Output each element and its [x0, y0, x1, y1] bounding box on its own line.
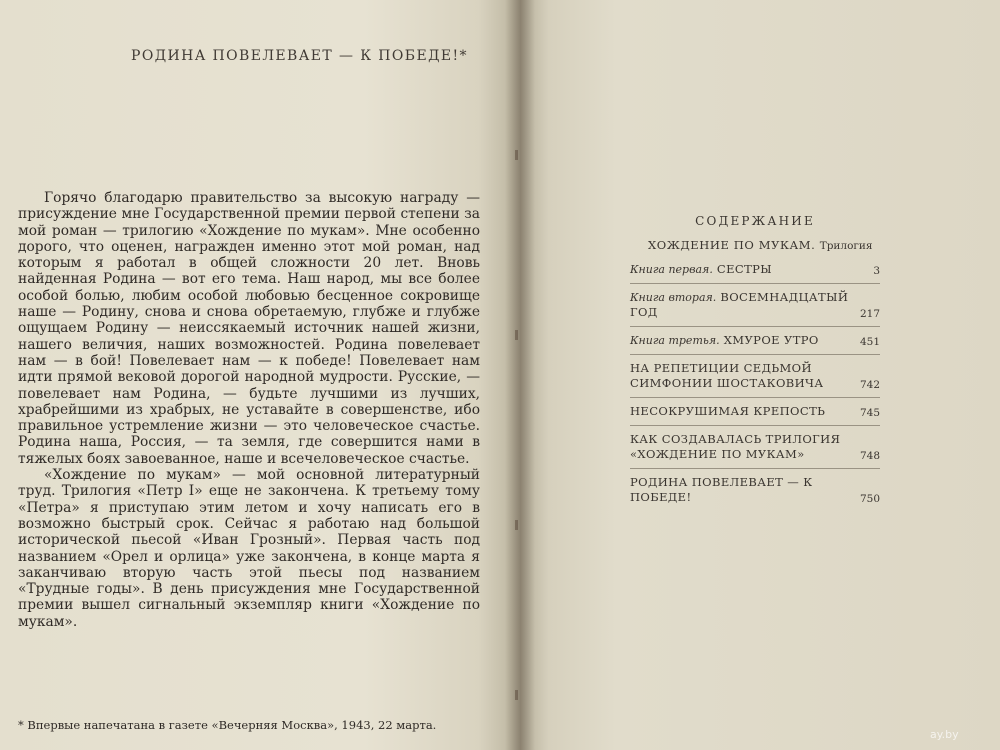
toc-entry-page: 217: [859, 308, 880, 320]
binding-stitch: [515, 520, 518, 530]
toc-entry[interactable]: [630, 290, 880, 327]
binding-stitch: [515, 150, 518, 160]
toc-entry-book: Книга третья.: [630, 334, 720, 347]
toc-entry[interactable]: [630, 333, 880, 355]
toc-entry-title: ВОСЕМНАДЦАТЫЙ ГОД: [630, 290, 849, 319]
toc-entry-page: 451: [859, 336, 880, 348]
toc-entry-title: СЕСТРЫ: [716, 262, 773, 276]
speech-paragraph-2: «Хождение по мукам» — мой основной литературный труд. Трилогия «Петр I» еще не закончена. К третьему тому «Петра» я приступаю этим летом и хочу написать его в возможно быстрый срок. Сейчас я работаю над большой исторической пьесой «Иван Грозный». Первая часть под названием «Орел и орлица» уже закончена, в конце марта я заканчиваю вторую часть этой пьесы под названием «Трудные годы». В день присуждения мне Государственной премии вышел сигнальный экземпляр книги «Хождение по мукам».: [18, 467, 480, 630]
book-gutter: [505, 0, 535, 750]
toc-entry-book: Книга вторая.: [630, 291, 717, 304]
footnote: * Впервые напечатана в газете «Вечерняя Москва», 1943, 22 марта.: [18, 718, 437, 732]
toc-entry-page: 748: [859, 450, 880, 462]
toc-entry[interactable]: [630, 475, 880, 511]
toc-entry-title: НЕСОКРУШИМАЯ КРЕПОСТЬ: [630, 404, 826, 418]
watermark: ay.by: [930, 728, 959, 741]
toc-entry-page: 750: [859, 493, 880, 505]
toc-subtitle-main: ХОЖДЕНИЕ ПО МУКАМ.: [648, 238, 816, 252]
toc-entry-page: 742: [859, 379, 880, 391]
toc-entry-title: КАК СОЗДАВАЛАСЬ ТРИЛОГИЯ «ХОЖДЕНИЕ ПО МУКАМ»: [630, 432, 841, 461]
binding-stitch: [515, 690, 518, 700]
toc-entry[interactable]: [630, 262, 880, 284]
toc-heading: СОДЕРЖАНИЕ: [695, 214, 815, 228]
table-of-contents: [630, 262, 880, 517]
toc-entry-book: Книга первая.: [630, 263, 713, 276]
speech-body: [18, 190, 480, 630]
toc-entry-page: 745: [859, 407, 880, 419]
binding-stitch: [515, 330, 518, 340]
speech-title: РОДИНА ПОВЕЛЕВАЕТ — К ПОБЕДЕ!*: [131, 48, 468, 64]
toc-entry-title: РОДИНА ПОВЕЛЕВАЕТ — К ПОБЕДЕ!: [630, 475, 813, 504]
speech-paragraph-1: Горячо благодарю правительство за высокую награду — присуждение мне Государственной премии первой степени за мой роман — трилогию «Хождение по мукам». Мне особенно дорого, что оценен, награжден именно этот мой роман, над которым я работал в общей сложности 20 лет. Вновь найденная Родина — вот его тема. Наш народ, мы все более особой болью, любим особой любовью бесценное сокровище наше — Родину, снова и снова обретаемую, глубже и глубже ощущаем Родину — неиссякаемый источник нашей жизни, нашего величия, наших возможностей. Родина повелевает нам — в бой! Повелевает нам — к победе! Повелевает нам идти прямой вековой дорогой народной мудрости. Русские, — повелевает нам Родина, — будьте лучшими из лучших, храбрейшими из храбрых, не уставайте в совершенстве, ибо правильное устремление жизни — это человеческое счастье. Родина наша, Россия, — та земля, где совершится нами в тяжелых боях завоеванное, наше и всечеловеческое счастье.: [18, 190, 480, 467]
toc-entry-page: 3: [873, 265, 880, 277]
toc-entry[interactable]: [630, 432, 880, 469]
toc-entry[interactable]: [630, 404, 880, 426]
toc-subtitle: [648, 238, 878, 252]
toc-subtitle-genre: Трилогия: [819, 240, 873, 252]
toc-entry[interactable]: [630, 361, 880, 398]
toc-entry-title: ХМУРОЕ УТРО: [723, 333, 819, 347]
toc-entry-title: НА РЕПЕТИЦИИ СЕДЬМОЙ СИМФОНИИ ШОСТАКОВИЧА: [630, 361, 824, 390]
